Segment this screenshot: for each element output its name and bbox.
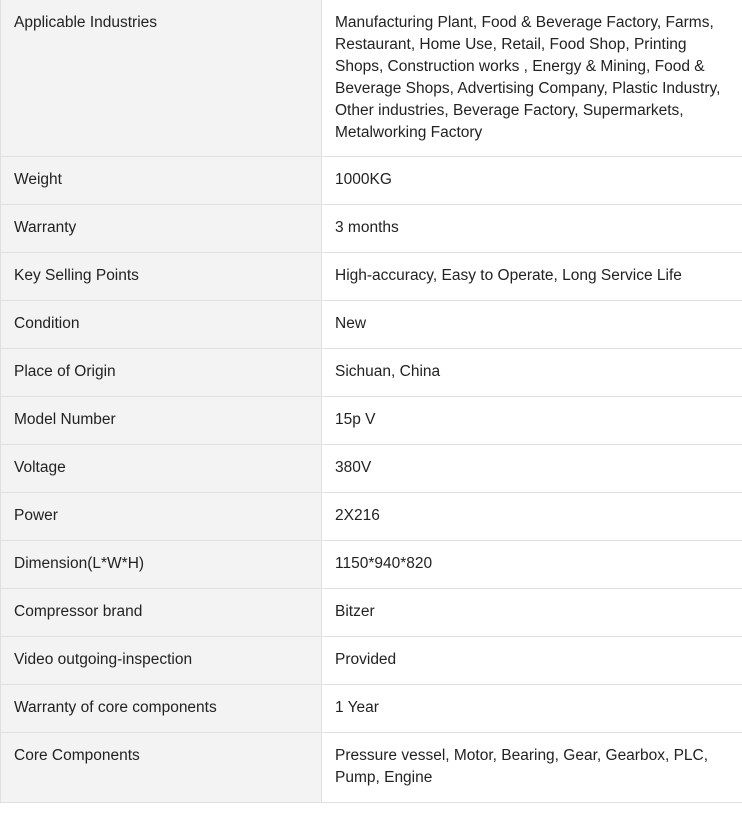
row-value: 3 months — [322, 205, 742, 253]
row-label: Key Selling Points — [1, 253, 322, 301]
row-label: Applicable Industries — [1, 0, 322, 157]
table-row — [1, 685, 742, 733]
row-value: 1150*940*820 — [322, 541, 742, 589]
row-value: Manufacturing Plant, Food & Beverage Factory, Farms, Restaurant, Home Use, Retail, Food Shop, Printing Shops, Construction works , Energy & Mining, Food & Beverage Shops, Advertising Company, Plastic Industry, Other industries, Beverage Factory, Supermarkets, Metalworking Factory — [322, 0, 742, 157]
row-label: Video outgoing-inspection — [1, 637, 322, 685]
row-label: Voltage — [1, 445, 322, 493]
row-value: Sichuan, China — [322, 349, 742, 397]
row-label: Dimension(L*W*H) — [1, 541, 322, 589]
table-row — [1, 637, 742, 685]
table-row — [1, 205, 742, 253]
table-row — [1, 349, 742, 397]
row-value: 380V — [322, 445, 742, 493]
table-row — [1, 301, 742, 349]
table-row — [1, 253, 742, 301]
row-label: Warranty — [1, 205, 322, 253]
row-value: High-accuracy, Easy to Operate, Long Service Life — [322, 253, 742, 301]
row-value: Provided — [322, 637, 742, 685]
table-row — [1, 493, 742, 541]
row-label: Model Number — [1, 397, 322, 445]
specifications-table-body — [1, 0, 742, 803]
row-value: 2X216 — [322, 493, 742, 541]
row-label: Core Components — [1, 733, 322, 803]
row-label: Compressor brand — [1, 589, 322, 637]
table-row — [1, 589, 742, 637]
table-row — [1, 445, 742, 493]
row-label: Warranty of core components — [1, 685, 322, 733]
row-label: Power — [1, 493, 322, 541]
row-label: Place of Origin — [1, 349, 322, 397]
row-value: New — [322, 301, 742, 349]
table-row — [1, 397, 742, 445]
row-value: 1000KG — [322, 157, 742, 205]
row-value: 15p V — [322, 397, 742, 445]
table-row — [1, 157, 742, 205]
row-value: Pressure vessel, Motor, Bearing, Gear, Gearbox, PLC, Pump, Engine — [322, 733, 742, 803]
row-value: Bitzer — [322, 589, 742, 637]
row-label: Weight — [1, 157, 322, 205]
row-label: Condition — [1, 301, 322, 349]
table-row — [1, 0, 742, 157]
table-row — [1, 733, 742, 803]
table-row — [1, 541, 742, 589]
row-value: 1 Year — [322, 685, 742, 733]
